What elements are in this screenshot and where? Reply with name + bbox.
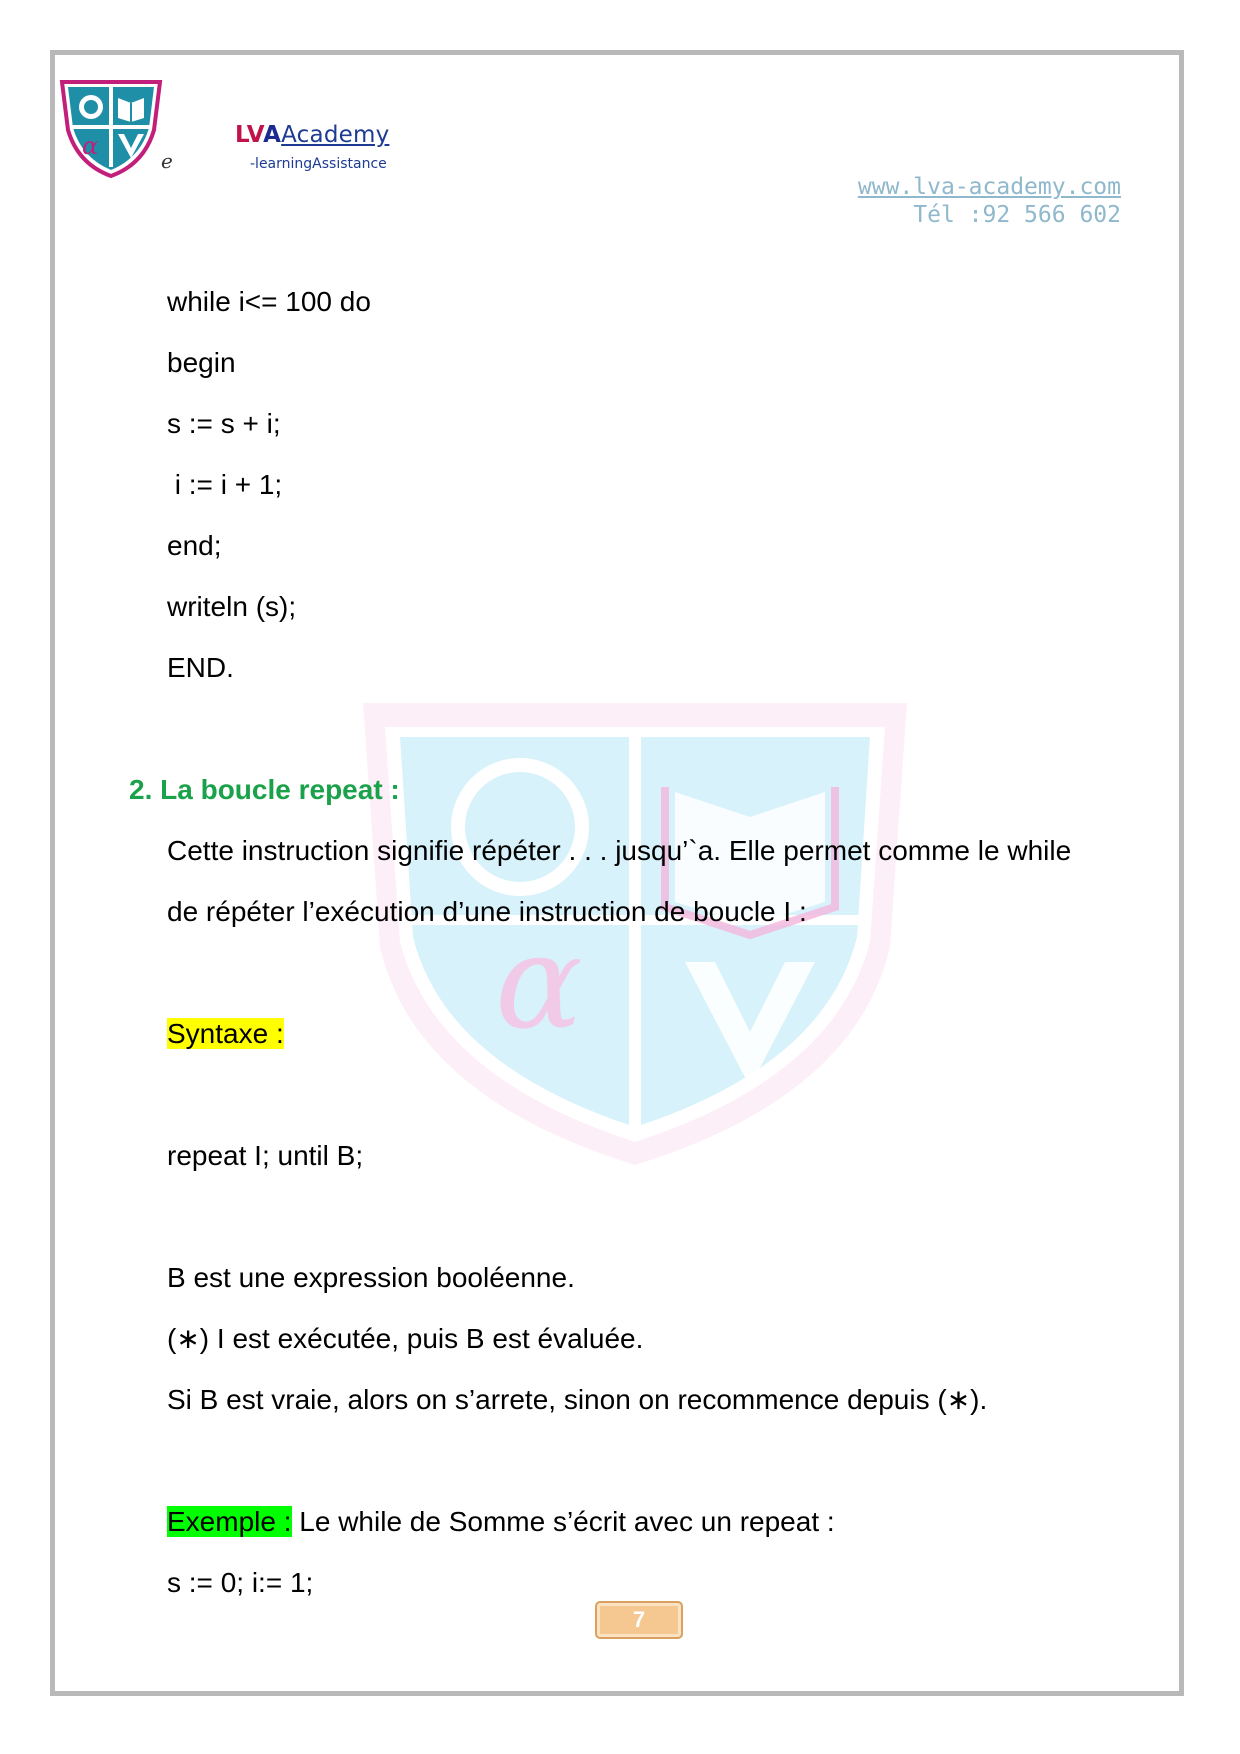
brand-lva: LV [235,122,264,148]
example-text: Le while de Somme s’écrit avec un repeat : [291,1506,835,1537]
code-line: s := s + i; [167,408,281,439]
svg-text:α: α [82,132,99,160]
brand-name [235,122,389,148]
description-line: B est une expression booléenne. [167,1262,575,1293]
syntax-label: Syntaxe : [167,1018,284,1049]
brand-academy: Academy [281,122,390,148]
paragraph-line: de répéter l’exécution d’une instruction de boucle I : [167,896,807,927]
description-line: Si B est vraie, alors on s’arrete, sinon on recommence depuis (∗). [167,1384,988,1415]
website-link[interactable]: www.lva-academy.com [857,174,1121,200]
watermark-shield-icon [355,697,915,1167]
paragraph-line: Cette instruction signifie répéter . . . jusqu’`a. Elle permet comme le while [167,835,1072,866]
example-code: s := 0; i:= 1; [167,1567,314,1598]
page-number-badge: 7 [595,1601,683,1639]
example-line [167,1505,835,1539]
phone-number: Tél :92 566 602 [913,202,1121,228]
code-line: while i<= 100 do [167,286,371,317]
section-heading: 2. La boucle repeat : [129,774,400,805]
code-line: end; [167,530,222,561]
brand-e-letter: e [161,149,173,173]
syntax-code: repeat I; until B; [167,1140,364,1171]
code-line: begin [167,347,236,378]
svg-text:α: α [495,906,583,1058]
brand-tagline: -learningAssistance [250,156,387,172]
code-line: END. [167,652,234,683]
description-line: (∗) I est exécutée, puis B est évaluée. [167,1323,644,1354]
brand-a: A [263,122,282,148]
syntax-label-line [167,1017,284,1051]
contact-block [858,173,1121,229]
example-label: Exemple : [167,1506,292,1537]
lva-academy-logo [56,78,166,178]
code-line: i := i + 1; [167,469,283,500]
code-line: writeln (s); [167,591,297,622]
